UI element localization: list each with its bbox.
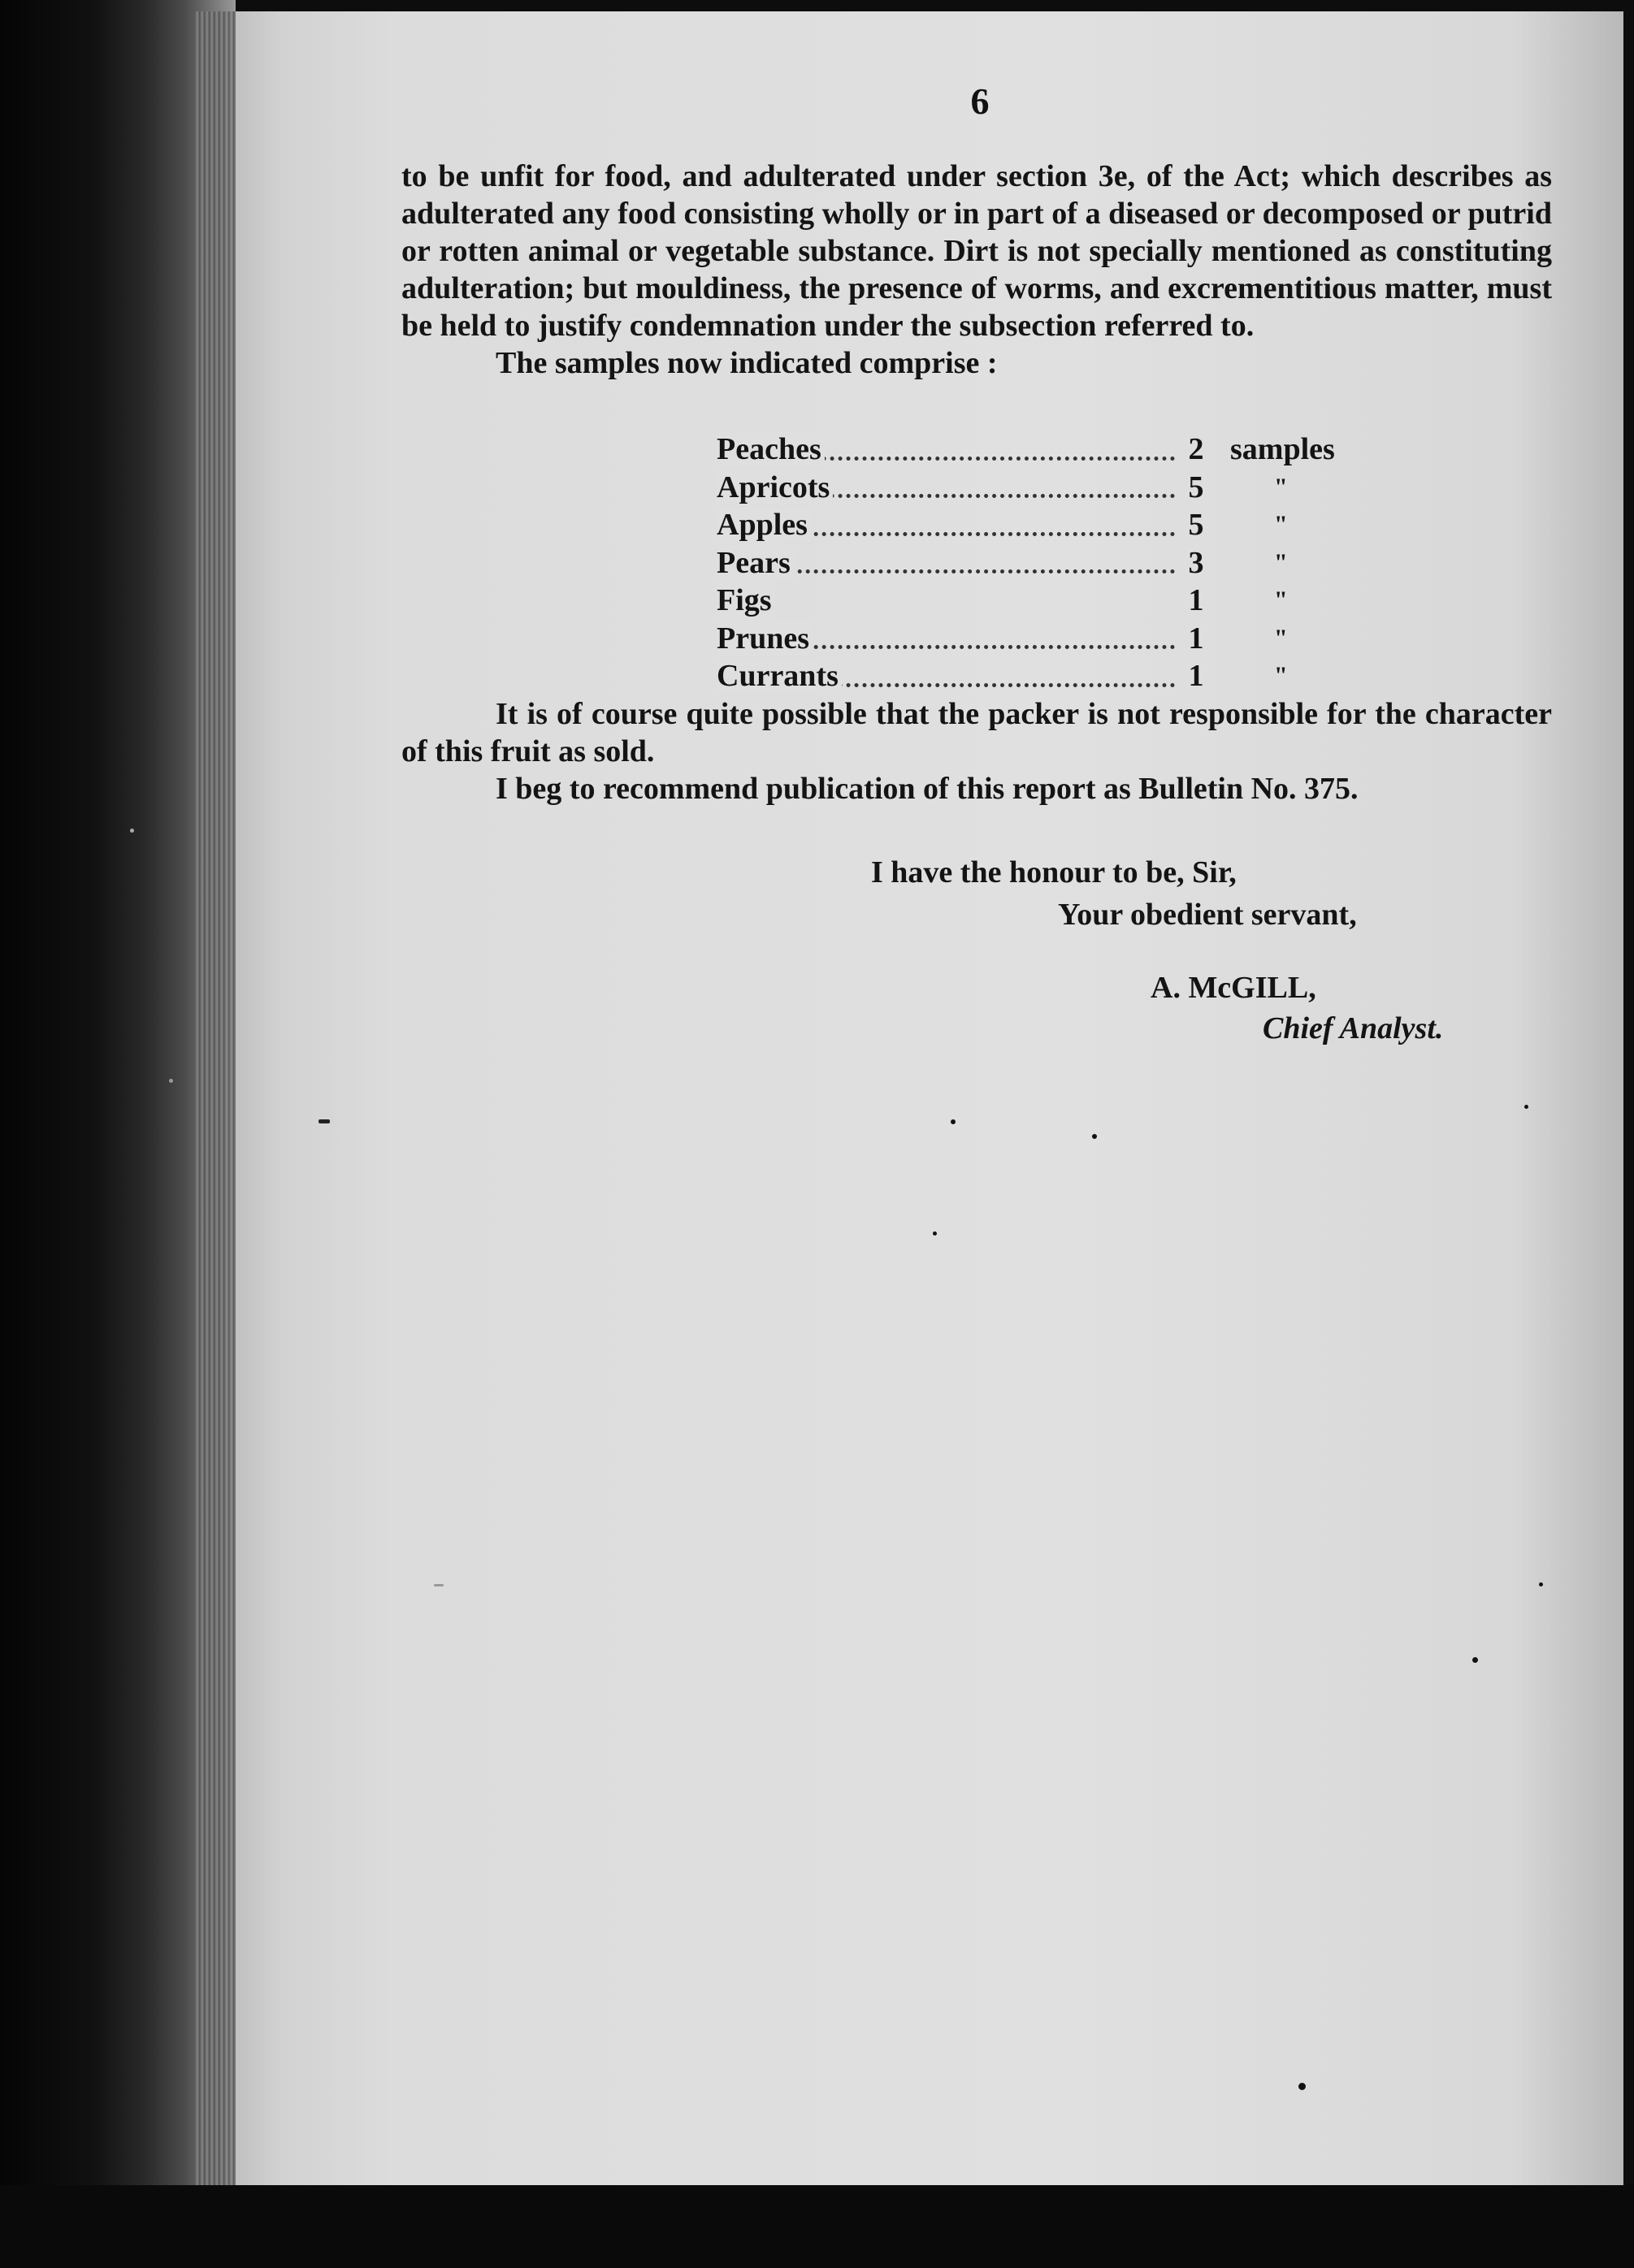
sample-unit: " <box>1274 586 1288 614</box>
body-text <box>401 158 1552 382</box>
closing-salutation: I have the honour to be, Sir, <box>871 855 1237 889</box>
scan-bottom-border <box>0 2185 1634 2268</box>
body-text-lower <box>401 695 1552 807</box>
sample-count: 1 <box>1188 621 1204 656</box>
sample-count: 5 <box>1188 508 1204 543</box>
sample-count: 1 <box>1188 659 1204 694</box>
scan-speck <box>1472 1657 1478 1663</box>
signature-name: A. McGILL, <box>1151 971 1316 1005</box>
paragraph-recommendation: I beg to recommend publication of this report as Bulletin No. 375. <box>496 772 1359 806</box>
signature-title: Chief Analyst. <box>1263 1011 1444 1045</box>
sample-unit: " <box>1274 548 1288 576</box>
sample-unit: samples <box>1230 432 1335 467</box>
sample-count: 2 <box>1188 432 1204 467</box>
scan-mark <box>434 1584 444 1586</box>
sample-unit: " <box>1274 511 1288 539</box>
scan-speck <box>1298 2083 1306 2090</box>
scan-mark <box>319 1119 330 1123</box>
page-edge <box>195 11 236 2185</box>
page-number: 6 <box>970 80 990 122</box>
scan-speck <box>1524 1105 1528 1109</box>
sample-count: 3 <box>1188 545 1204 580</box>
table-row <box>717 506 1396 544</box>
table-row <box>717 544 1396 582</box>
sample-name: Currants <box>717 659 842 693</box>
table-row <box>717 431 1396 469</box>
scan-speck <box>933 1231 937 1236</box>
sample-name: Peaches <box>717 432 825 466</box>
sample-unit: " <box>1274 662 1288 690</box>
scan-speck <box>1092 1134 1097 1139</box>
sample-name: Apples <box>717 508 811 542</box>
sample-name: Pears <box>717 546 794 580</box>
sample-name: Prunes <box>717 621 813 656</box>
scan-speck <box>130 829 134 833</box>
paragraph-adulteration: to be unfit for food, and adulterated under section 3e, of the Act; which describes as adulterated any food consisting wholly or in part of a diseased or decomposed or putrid or rotten animal or vegetable substance. Dirt is not specially mentioned as constituting adulteration; but mouldiness, the presence of worms, and excrementitious matter, must be held to justify condemnation under the subsection referred to. <box>401 159 1552 343</box>
paragraph-packer: It is of course quite possible that the packer is not responsible for the character of this fruit as sold. <box>401 697 1552 768</box>
table-row <box>717 620 1396 658</box>
table-row <box>717 469 1396 507</box>
sample-count: 1 <box>1188 583 1204 618</box>
scan-speck <box>1539 1582 1543 1586</box>
sample-count: 5 <box>1188 470 1204 504</box>
samples-table <box>717 431 1396 695</box>
paragraph-samples-intro: The samples now indicated comprise : <box>496 346 998 380</box>
table-row <box>717 657 1396 695</box>
scan-speck <box>951 1119 956 1124</box>
scan-speck <box>169 1079 173 1083</box>
sample-unit: " <box>1274 473 1288 500</box>
closing-servant: Your obedient servant, <box>1058 898 1357 932</box>
sample-unit: " <box>1274 624 1288 651</box>
table-row <box>717 582 1396 620</box>
sample-name: Figs <box>717 583 775 617</box>
sample-name: Apricots <box>717 470 833 504</box>
